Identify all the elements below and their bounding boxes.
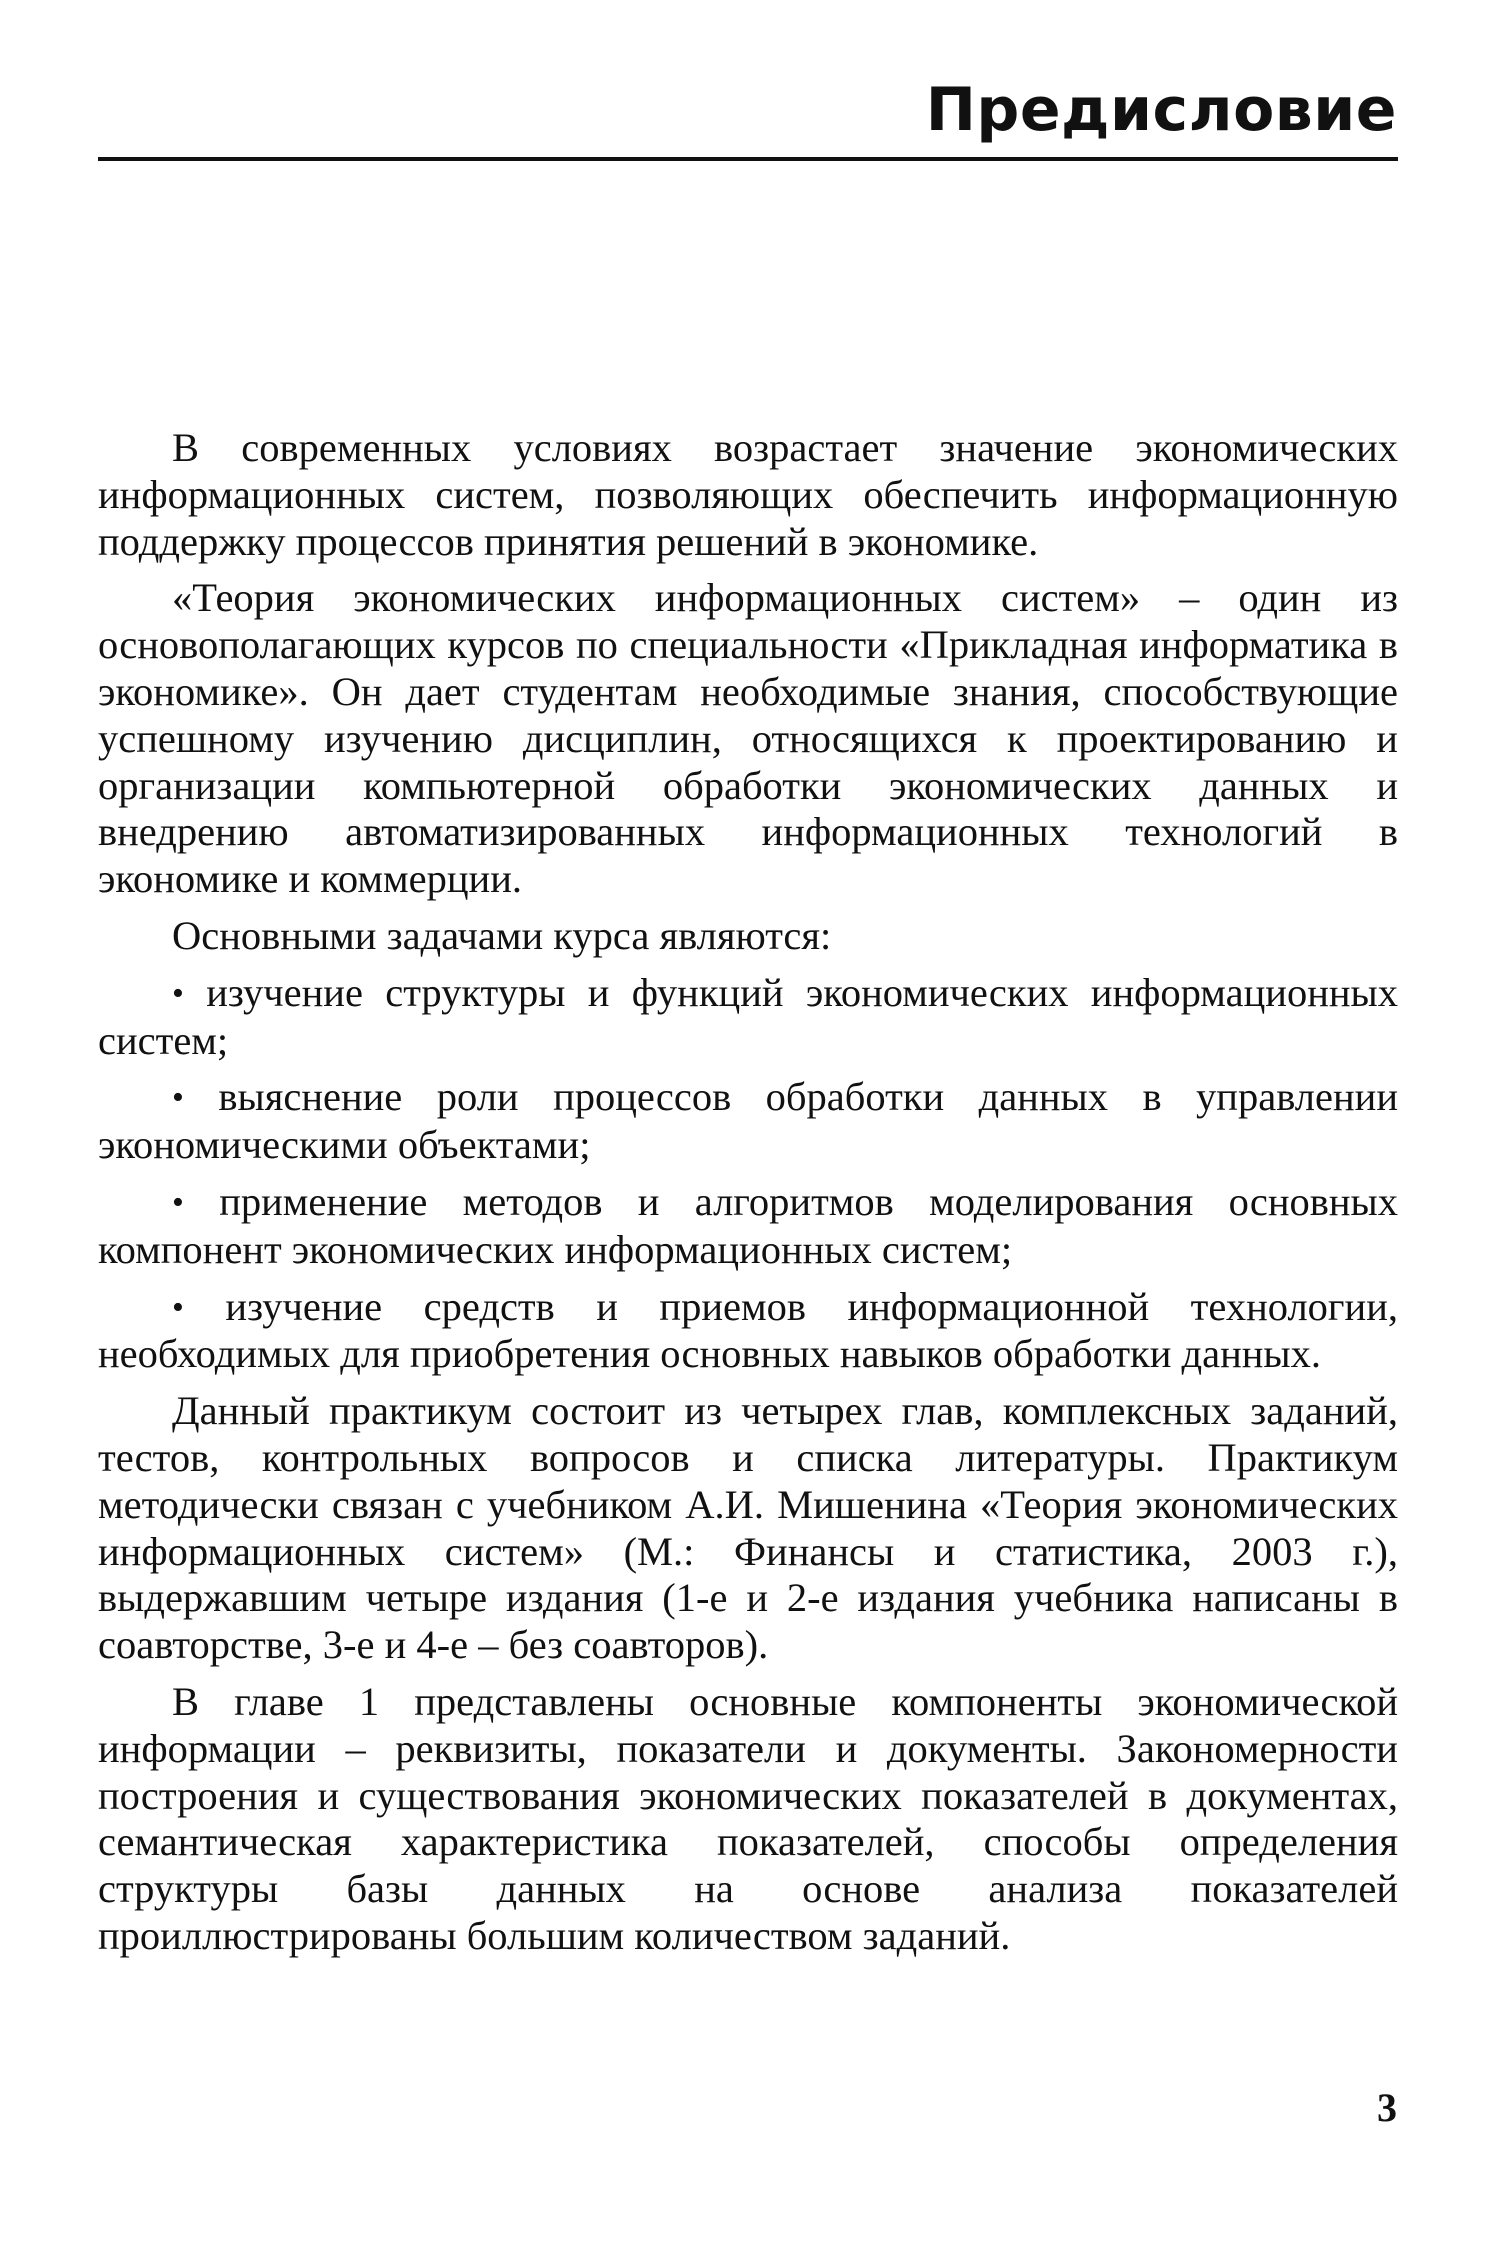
page-number: 3 [1377,2085,1397,2130]
title-underline [98,157,1398,161]
paragraph-intro: В современных условиях возрастает значение экономических информационных систем, позволяющих обеспечить информационную поддержку процессов принятия решений в экономике. [98,425,1398,564]
bullet-text: изучение структуры и функций экономических информационных систем; [98,969,1398,1063]
bullet-icon: • [172,974,184,1012]
bullet-item [98,1179,1398,1274]
bullet-icon: • [172,1183,184,1221]
bullet-text: изучение средств и приемов информационной технологии, необходимых для приобретения основных навыков обработки данных. [98,1283,1399,1377]
paragraph-practicum-structure: Данный практикум состоит из четырех глав, комплексных заданий, тестов, контрольных вопросов и списка литературы. Практикум методически связан с учебником А.И. Мишенина «Теория экономических информационных систем» (М.: Финансы и статистика, 2003 г.), выдержавшим четыре издания (1-е и 2-е издания учебника написаны в соавторстве, 3-е и 4-е – без соавторов). [98,1388,1398,1668]
body-text [98,425,1398,1970]
paragraph-tasks-heading: Основными задачами курса являются: [172,912,832,958]
bullet-icon: • [172,1079,184,1117]
paragraph-chapter-one: В главе 1 представлены основные компоненты экономической информации – реквизиты, показатели и документы. Закономерности построения и существования экономических показателей в документах, семантическая характеристика показателей, способы определения структуры базы данных на основе анализа показателей проиллюстрированы большим количеством заданий. [98,1678,1398,1958]
paragraph-course-description: «Теория экономических информационных систем» – один из основополагающих курсов по специальности «Прикладная информатика в экономике». Он дает студентам необходимые знания, способствующие успешному изучению дисциплин, относящихся к проектированию и организации компьютерной обработки экономических данных и внедрению автоматизированных информационных технологий в экономике и коммерции. [98,575,1398,902]
bullet-text: выяснение роли процессов обработки данных в управлении экономическими объектами; [98,1074,1398,1168]
bullet-icon: • [172,1288,184,1326]
bullet-item [98,1284,1398,1379]
chapter-title: Предисловие [925,75,1397,145]
bullet-text: применение методов и алгоритмов моделирования основных компонент экономических информационных систем; [98,1178,1398,1272]
bullet-item [98,970,1398,1065]
bullet-item [98,1074,1398,1169]
